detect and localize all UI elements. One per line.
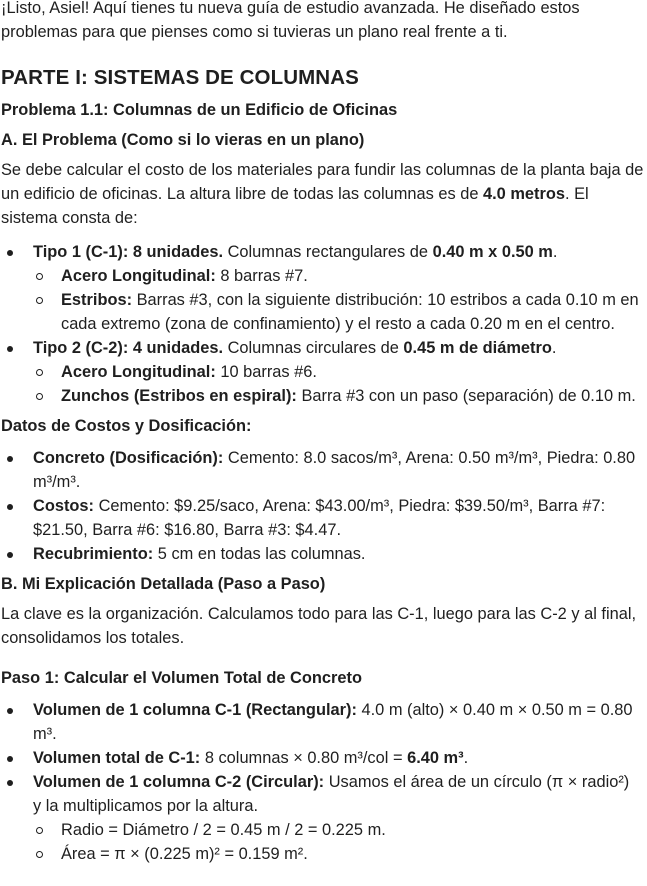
part-title: PARTE I: SISTEMAS DE COLUMNAS (1, 66, 359, 89)
list-item: Estribos: Barras #3, con la siguiente distribución: 10 estribos a cada 0.10 m en cada extremo (zona de confinamiento) y el resto a cada 0.20 m en el centro. (33, 288, 641, 336)
column-types-list (1, 240, 647, 408)
paso1-list (1, 698, 647, 866)
list-item: Volumen total de C-1: 8 columnas × 0.80 m³/col = 6.40 m³. (1, 746, 647, 770)
list-item-tipo2: Tipo 2 (C-2): 4 unidades. Columnas circulares de 0.45 m de diámetro. Acero Longitudinal: 10 barras #6. Zunchos (Estribos en espiral): Barra #3 con un paso (separación) de 0.10 m. (1, 336, 647, 408)
section-a-paragraph: Se debe calcular el costo de los materiales para fundir las columnas de la planta baja de un edificio de oficinas. La altura libre de todas las columnas es de 4.0 metros. El sistema consta de: (1, 161, 644, 227)
tipo2-sublist (33, 360, 641, 408)
paso1-title: Paso 1: Calcular el Volumen Total de Concreto (1, 669, 362, 687)
section-a-title: A. El Problema (Como si lo vieras en un plano) (1, 131, 365, 149)
section-b-paragraph: La clave es la organización. Calculamos todo para las C-1, luego para las C-2 y al final, consolidamos los totales. (1, 605, 637, 647)
list-item: Volumen de 1 columna C-2 (Circular): Usamos el área de un círculo (π × radio²) y la multiplicamos por la altura. Radio = Diámetro / 2 = 0.45 m / 2 = 0.225 m. Área = π × (0.225 m)² = 0.159 m². (1, 770, 647, 866)
list-item-tipo1: Tipo 1 (C-1): 8 unidades. Columnas rectangulares de 0.40 m x 0.50 m. Acero Longitudinal: 8 barras #7. Estribos: Barras #3, con la siguiente distribución: 10 estribos a cada 0.10 m en cada extremo (zona de confinamiento) y el resto a cada 0.20 m en el centro. (1, 240, 647, 336)
height-value: 4.0 metros (483, 185, 565, 203)
section-b-title: B. Mi Explicación Detallada (Paso a Paso) (1, 575, 326, 593)
datos-list (1, 446, 647, 566)
list-item: Radio = Diámetro / 2 = 0.45 m / 2 = 0.225 m. (33, 818, 641, 842)
datos-title: Datos de Costos y Dosificación: (1, 417, 252, 435)
list-item: Concreto (Dosificación): Cemento: 8.0 sacos/m³, Arena: 0.50 m³/m³, Piedra: 0.80 m³/m³. (1, 446, 647, 494)
list-item: Costos: Cemento: $9.25/saco, Arena: $43.00/m³, Piedra: $39.50/m³, Barra #7: $21.50, Barra #6: $16.80, Barra #3: $4.47. (1, 494, 647, 542)
problem-title: Problema 1.1: Columnas de un Edificio de Oficinas (1, 101, 398, 119)
list-item: Recubrimiento: 5 cm en todas las columnas. (1, 542, 647, 566)
list-item: Acero Longitudinal: 10 barras #6. (33, 360, 641, 384)
list-item: Zunchos (Estribos en espiral): Barra #3 con un paso (separación) de 0.10 m. (33, 384, 641, 408)
list-item: Volumen de 1 columna C-1 (Rectangular): 4.0 m (alto) × 0.40 m × 0.50 m = 0.80 m³. (1, 698, 647, 746)
paso1-sublist (33, 818, 641, 866)
intro-paragraph: ¡Listo, Asiel! Aquí tienes tu nueva guía de estudio avanzada. He diseñado estos problemas para que pienses como si tuvieras un plano real frente a ti. (1, 0, 580, 41)
tipo1-sublist (33, 264, 641, 336)
list-item: Acero Longitudinal: 8 barras #7. (33, 264, 641, 288)
list-item: Área = π × (0.225 m)² = 0.159 m². (33, 842, 641, 866)
